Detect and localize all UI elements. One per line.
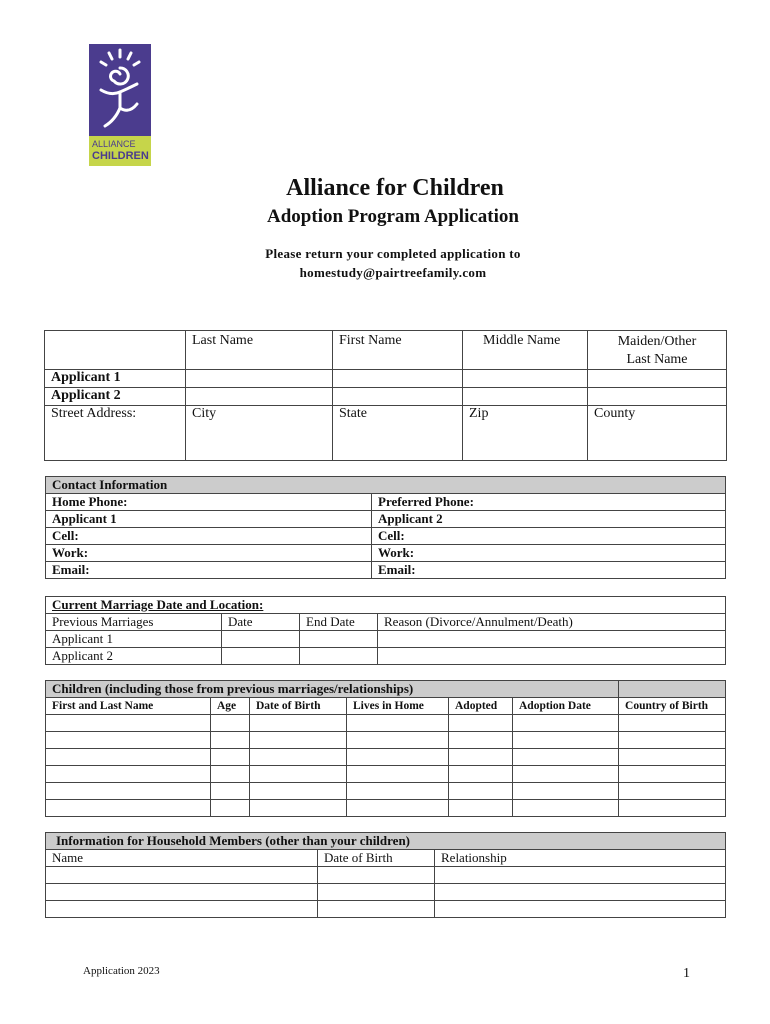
maiden-name-header-line1: Maiden/Other [617, 334, 697, 349]
child-country-header: Country of Birth [619, 698, 726, 715]
child-input[interactable] [211, 766, 250, 783]
applicant1-maiden-input[interactable] [588, 370, 727, 388]
children-header: Children (including those from previous marriages/relationships) [46, 681, 619, 698]
child-input[interactable] [513, 766, 619, 783]
maiden-name-header [588, 331, 727, 370]
child-dob-header: Date of Birth [250, 698, 347, 715]
child-input[interactable] [449, 783, 513, 800]
household-header: Information for Household Members (other than your children) [46, 833, 726, 850]
child-input[interactable] [513, 732, 619, 749]
child-input[interactable] [619, 800, 726, 817]
state-field[interactable] [333, 406, 463, 461]
child-input[interactable] [46, 732, 211, 749]
applicant1-cell-field[interactable] [46, 528, 372, 545]
alliance-logo [89, 44, 151, 166]
applicant2-last-input[interactable] [186, 388, 333, 406]
child-input[interactable] [619, 749, 726, 766]
child-input[interactable] [449, 732, 513, 749]
marriage-applicant1-date-input[interactable] [222, 631, 300, 648]
child-adopted-header: Adopted [449, 698, 513, 715]
household-input[interactable] [46, 884, 318, 901]
child-input[interactable] [250, 732, 347, 749]
table-row [46, 901, 726, 918]
preferred-phone-field[interactable] [372, 494, 726, 511]
child-input[interactable] [513, 715, 619, 732]
marriage-end-date-header: End Date [300, 614, 378, 631]
table-row [46, 783, 726, 800]
child-input[interactable] [449, 766, 513, 783]
logo-text-line1: ALLIANCE [92, 139, 136, 149]
child-input[interactable] [46, 715, 211, 732]
street-address-field[interactable] [45, 406, 186, 461]
work-label: Work: [52, 545, 89, 560]
marriage-date-header: Date [222, 614, 300, 631]
child-input[interactable] [347, 749, 449, 766]
household-name-header: Name [46, 850, 318, 867]
current-marriage-field[interactable] [46, 597, 726, 614]
page-number: 1 [683, 966, 690, 981]
footer-label: Application 2023 [83, 965, 160, 977]
applicant1-email-field[interactable] [46, 562, 372, 579]
cell-label: Cell: [52, 528, 79, 543]
marriage-applicant2-label: Applicant 2 [46, 648, 222, 665]
return-notice: Please return your completed application to [265, 246, 521, 261]
marriage-applicant1-reason-input[interactable] [378, 631, 726, 648]
child-input[interactable] [211, 800, 250, 817]
city-field[interactable] [186, 406, 333, 461]
household-input[interactable] [318, 884, 435, 901]
contact-header: Contact Information [46, 477, 726, 494]
city-label: City [192, 406, 217, 421]
household-input[interactable] [435, 901, 726, 918]
child-input[interactable] [46, 766, 211, 783]
child-input[interactable] [619, 766, 726, 783]
marriage-applicant1-label: Applicant 1 [46, 631, 222, 648]
children-header-blank [619, 681, 726, 698]
child-input[interactable] [347, 800, 449, 817]
email-label: Email: [52, 562, 90, 577]
applicant2-first-input[interactable] [333, 388, 463, 406]
child-input[interactable] [619, 783, 726, 800]
current-marriage-label: Current Marriage Date and Location: [52, 597, 264, 612]
child-input[interactable] [46, 800, 211, 817]
zip-field[interactable] [463, 406, 588, 461]
page-subtitle: Adoption Program Application [267, 206, 519, 227]
child-input[interactable] [513, 800, 619, 817]
child-input[interactable] [347, 766, 449, 783]
child-lives-header: Lives in Home [347, 698, 449, 715]
household-input[interactable] [46, 867, 318, 884]
child-input[interactable] [347, 715, 449, 732]
household-dob-header: Date of Birth [318, 850, 435, 867]
household-input[interactable] [318, 901, 435, 918]
first-name-header: First Name [333, 331, 463, 370]
child-input[interactable] [250, 800, 347, 817]
child-input[interactable] [347, 783, 449, 800]
child-input[interactable] [250, 715, 347, 732]
email-label: Email: [378, 562, 416, 577]
applicant2-maiden-input[interactable] [588, 388, 727, 406]
blank-header-cell [45, 331, 186, 370]
household-input[interactable] [435, 867, 726, 884]
work-label: Work: [378, 545, 415, 560]
child-input[interactable] [619, 715, 726, 732]
child-input[interactable] [347, 732, 449, 749]
marriage-reason-header: Reason (Divorce/Annulment/Death) [378, 614, 726, 631]
last-name-header: Last Name [186, 331, 333, 370]
child-name-header: First and Last Name [46, 698, 211, 715]
household-table [45, 832, 726, 918]
cell-label: Cell: [378, 528, 405, 543]
maiden-name-header-line2: Last Name [626, 352, 688, 367]
contact-applicant2-label: Applicant 2 [372, 511, 726, 528]
contact-table [45, 476, 726, 579]
applicant2-cell-field[interactable] [372, 528, 726, 545]
county-label: County [594, 406, 636, 421]
table-row [46, 884, 726, 901]
applicant2-email-field[interactable] [372, 562, 726, 579]
street-address-label: Street Address: [51, 406, 137, 421]
applicant1-first-input[interactable] [333, 370, 463, 388]
home-phone-field[interactable] [46, 494, 372, 511]
applicant-name-table [44, 330, 727, 461]
table-row [46, 732, 726, 749]
county-field[interactable] [588, 406, 727, 461]
applicant1-label: Applicant 1 [45, 370, 186, 388]
child-adoption-date-header: Adoption Date [513, 698, 619, 715]
child-input[interactable] [250, 766, 347, 783]
table-row [46, 766, 726, 783]
child-age-header: Age [211, 698, 250, 715]
applicant2-work-field[interactable] [372, 545, 726, 562]
child-input[interactable] [513, 749, 619, 766]
child-input[interactable] [211, 715, 250, 732]
applicant1-middle-input[interactable] [463, 370, 588, 388]
child-input[interactable] [449, 749, 513, 766]
marriage-table [45, 596, 726, 665]
child-input[interactable] [46, 783, 211, 800]
applicant1-last-input[interactable] [186, 370, 333, 388]
middle-name-header: Middle Name [463, 331, 588, 370]
table-row [46, 867, 726, 884]
children-table [45, 680, 726, 817]
child-input[interactable] [211, 749, 250, 766]
child-input[interactable] [250, 783, 347, 800]
child-input[interactable] [46, 749, 211, 766]
child-input[interactable] [619, 732, 726, 749]
zip-label: Zip [469, 406, 489, 421]
marriage-applicant1-end-input[interactable] [300, 631, 378, 648]
table-row [46, 715, 726, 732]
home-phone-label: Home Phone: [52, 494, 128, 509]
return-email: homestudy@pairtreefamily.com [299, 265, 487, 280]
child-figure-icon [89, 44, 151, 136]
applicant2-middle-input[interactable] [463, 388, 588, 406]
state-label: State [339, 406, 367, 421]
marriage-applicant2-reason-input[interactable] [378, 648, 726, 665]
table-row [46, 749, 726, 766]
table-row [46, 800, 726, 817]
household-input[interactable] [435, 884, 726, 901]
household-relationship-header: Relationship [435, 850, 726, 867]
marriage-applicant2-end-input[interactable] [300, 648, 378, 665]
applicant2-label: Applicant 2 [45, 388, 186, 406]
household-input[interactable] [318, 867, 435, 884]
page-title: Alliance for Children [286, 175, 504, 201]
child-input[interactable] [250, 749, 347, 766]
marriage-applicant2-date-input[interactable] [222, 648, 300, 665]
applicant1-work-field[interactable] [46, 545, 372, 562]
child-input[interactable] [449, 800, 513, 817]
preferred-phone-label: Preferred Phone: [378, 494, 474, 509]
child-input[interactable] [513, 783, 619, 800]
household-input[interactable] [46, 901, 318, 918]
contact-applicant1-label: Applicant 1 [46, 511, 372, 528]
child-input[interactable] [211, 732, 250, 749]
logo-band [89, 136, 151, 166]
child-input[interactable] [211, 783, 250, 800]
child-input[interactable] [449, 715, 513, 732]
previous-marriages-label: Previous Marriages [46, 614, 222, 631]
logo-text-line2: CHILDREN [92, 150, 149, 162]
